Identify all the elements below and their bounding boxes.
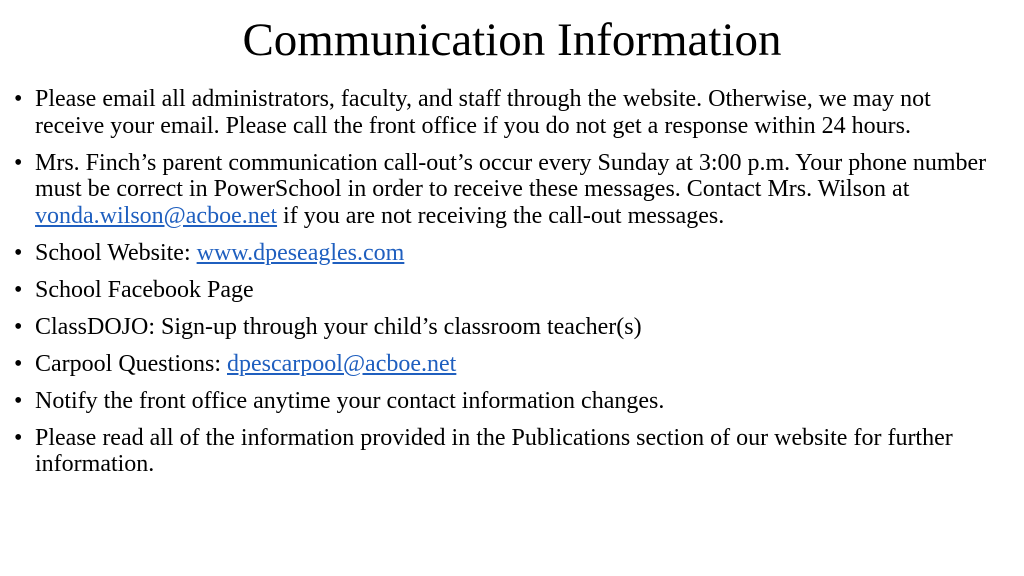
bullet-icon: • [14,239,23,266]
email-link-wilson[interactable]: vonda.wilson@acboe.net [35,202,278,229]
bullet-icon: • [14,424,23,451]
bullet-email-policy [14,86,994,139]
bullet-icon: • [14,86,23,112]
bullet-call-out [14,150,994,230]
bullet-text: Please email all administrators, faculty, and staff through the website. Otherwise, we may not receive your email. Please call the front office if you do not get a response within 24 hours. [35,86,931,139]
bullet-text: Please read all of the information provided in the Publications section of our website for further information. [35,424,953,477]
bullet-icon: • [14,313,23,340]
bullet-text: Notify the front office anytime your contact information changes. [35,387,665,414]
bullet-text: ClassDOJO: Sign-up through your child’s classroom teacher(s) [35,313,642,340]
bullet-text: School Facebook Page [35,276,254,303]
bullet-publications [14,425,994,478]
bullet-school-website [14,240,994,267]
bullet-text: Mrs. Finch’s parent communication call-out’s occur every Sunday at 3:00 p.m. Your phone number must be correct in PowerSchool in order to receive these messages. Contact Mrs. Wilson at [35,149,987,202]
bullet-facebook [14,277,994,304]
bullet-list [14,86,994,488]
bullet-icon: • [14,387,23,414]
website-link[interactable]: www.dpeseagles.com [196,239,405,266]
bullet-carpool [14,351,994,378]
bullet-notify-office [14,388,994,415]
bullet-classdojo [14,314,994,341]
email-link-carpool[interactable]: dpescarpool@acboe.net [227,350,457,377]
bullet-icon: • [14,149,23,176]
slide-title: Communication Information [242,14,782,66]
bullet-icon: • [14,350,23,377]
bullet-icon: • [14,276,23,303]
bullet-text: School Website: [35,239,197,266]
bullet-text: Carpool Questions: [35,350,227,377]
bullet-text-after: if you are not receiving the call-out messages. [277,202,725,229]
